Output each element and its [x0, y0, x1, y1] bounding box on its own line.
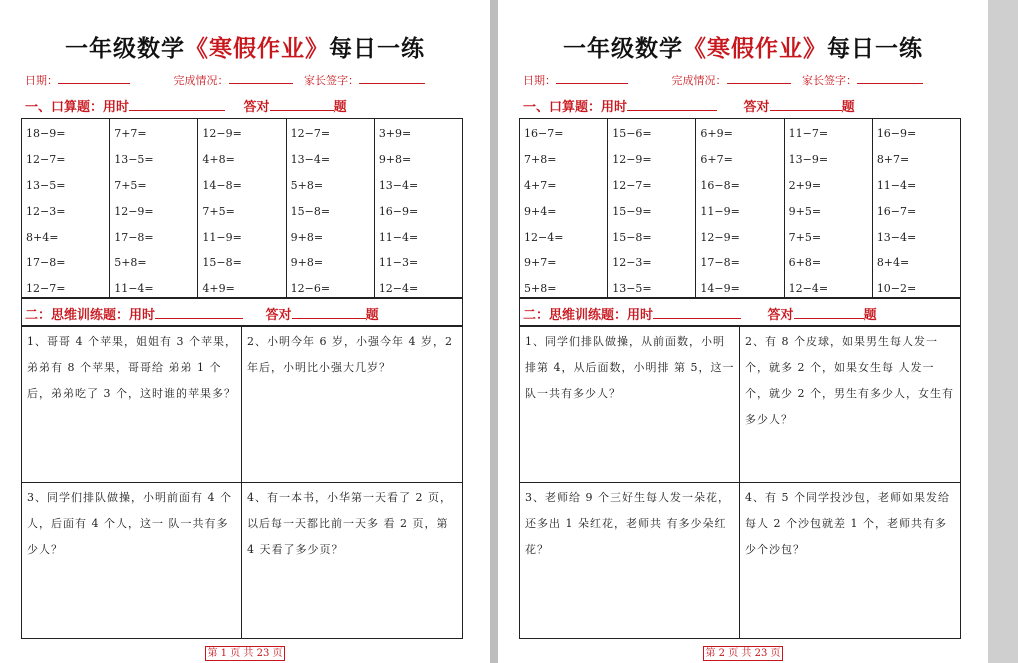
- calc-item: 12−7=: [290, 127, 331, 140]
- calc-item: 8+4=: [26, 230, 59, 244]
- calc-item: 13−5=: [26, 178, 66, 192]
- calc-column: [607, 119, 695, 297]
- calc-item: 5+8=: [290, 178, 324, 192]
- calc-item: 16−7=: [524, 127, 564, 140]
- calc-column: [520, 119, 607, 297]
- calc-item: 5+8=: [524, 282, 557, 296]
- correct-blank: [270, 98, 334, 111]
- problem-cell: 3、同学们排队做操，小明前面有 4 个人，后面有 4 个人，这一 队一共有多少人？: [22, 483, 242, 639]
- section2-heading: [25, 304, 379, 323]
- sign-label: 家长签字：: [802, 74, 857, 87]
- calc-item: 12−7=: [26, 282, 66, 296]
- calc-item: 15−8=: [202, 256, 242, 270]
- problem-cell: 2、有 8 个皮球，如果男生每人发一个，就多 2 个，如果女生每 人发一个，就少 2 个，男生有多少人，女生有多少人？: [740, 327, 960, 483]
- calc-item: 11−9=: [202, 230, 242, 244]
- title-highlight: 《寒假作业》: [683, 35, 827, 62]
- calc-item: 12−9=: [202, 127, 242, 140]
- calc-item: 17−8=: [700, 256, 740, 270]
- meta-row: [25, 72, 465, 88]
- calc-column: [872, 119, 960, 297]
- calc-item: 13−9=: [788, 152, 829, 166]
- calc-item: 11−7=: [788, 127, 829, 140]
- date-label: 日期：: [25, 74, 58, 87]
- problem-grid: [519, 326, 961, 639]
- calc-item: 15−8=: [290, 204, 331, 218]
- calc-item: 3+9=: [378, 127, 412, 140]
- sign-blank: [857, 73, 923, 84]
- calc-item: 16−9=: [378, 204, 419, 218]
- date-blank: [58, 73, 130, 84]
- calc-item: 7+5=: [114, 178, 147, 192]
- calc-item: 8+7=: [876, 152, 910, 166]
- problem-cell: 3、老师给 9 个三好生每人发一朵花，还多出 1 朵红花，老师共 有多少朵红花？: [520, 483, 740, 639]
- calc-column: [286, 119, 374, 297]
- calc-item: 12−6=: [290, 282, 331, 296]
- correct-blank: [770, 98, 842, 111]
- meta-row: [523, 72, 963, 88]
- time-blank: [653, 306, 741, 319]
- calc-column: [197, 119, 285, 297]
- calc-item: 11−9=: [700, 204, 740, 218]
- calc-item: 12−3=: [612, 256, 652, 270]
- status-blank: [229, 73, 293, 84]
- calc-item: 8+4=: [876, 256, 910, 270]
- calc-item: 15−8=: [612, 230, 652, 244]
- time-blank: [627, 98, 717, 111]
- calc-item: 12−7=: [26, 152, 66, 166]
- section2-heading: [523, 304, 877, 323]
- calc-column: [109, 119, 197, 297]
- section2-correct-label: 答对: [265, 308, 292, 323]
- calc-item: 11−4=: [114, 282, 154, 296]
- problem-grid: [21, 326, 463, 639]
- problem-cell: 1、哥哥 4 个苹果，姐姐有 3 个苹果，弟弟有 8 个苹果，哥哥给 弟弟 1 个后，弟弟吃了 3 个，这时谁的苹果多？: [22, 327, 242, 483]
- status-label: 完成情况：: [671, 74, 727, 87]
- calc-item: 13−4=: [378, 178, 419, 192]
- correct-blank: [292, 306, 366, 319]
- document-page-2: [498, 0, 988, 663]
- calc-item: 7+7=: [114, 127, 147, 140]
- title-suffix: 每日一练: [827, 35, 923, 62]
- title-prefix: 一年级数学: [65, 35, 185, 62]
- calc-item: 13−5=: [612, 282, 652, 296]
- calc-item: 17−8=: [114, 230, 154, 244]
- section2-unit: 题: [365, 308, 379, 323]
- correct-blank: [794, 306, 864, 319]
- section1-unit: 题: [333, 100, 347, 115]
- calc-item: 7+5=: [202, 204, 235, 218]
- calc-column: [695, 119, 783, 297]
- section2-correct-label: 答对: [767, 308, 794, 323]
- calc-item: 14−8=: [202, 178, 242, 192]
- title-suffix: 每日一练: [329, 35, 425, 62]
- calc-item: 12−9=: [700, 230, 740, 244]
- calc-table: [21, 118, 463, 298]
- calc-item: 4+8=: [202, 152, 235, 166]
- calc-item: 16−8=: [700, 178, 740, 192]
- section1-label: 一、口算题：用时: [523, 100, 628, 115]
- calc-item: 12−9=: [114, 204, 154, 218]
- calc-item: 17−8=: [26, 256, 66, 270]
- calc-item: 12−4=: [524, 230, 564, 244]
- page-title: [0, 30, 490, 63]
- calc-item: 5+8=: [114, 256, 147, 270]
- calc-item: 4+9=: [202, 282, 235, 296]
- calc-column: [22, 119, 109, 297]
- status-label: 完成情况：: [173, 74, 229, 87]
- sign-blank: [359, 73, 425, 84]
- problem-cell: 4、有一本书，小华第一天看了 2 页，以后每一天都比前一天多 看 2 页，第 4 天看了多少页？: [247, 490, 452, 556]
- calc-item: 10−2=: [876, 282, 917, 296]
- section1-heading: [25, 96, 347, 115]
- calc-column: [374, 119, 462, 297]
- calc-item: 6+8=: [788, 256, 822, 270]
- calc-item: 13−4=: [290, 152, 331, 166]
- page-title: [498, 30, 988, 63]
- calc-item: 13−4=: [876, 230, 917, 244]
- calc-item: 9+8=: [290, 230, 324, 244]
- calc-table: [519, 118, 961, 298]
- calc-item: 11−3=: [378, 256, 419, 270]
- page-number: 第 1 页 共 23 页: [205, 646, 286, 661]
- problem-cell: 1、同学们排队做操，从前面数，小明排第 4，从后面数，小明排 第 5，这一队一共有多少人？: [520, 327, 740, 483]
- calc-item: 9+7=: [524, 256, 557, 270]
- calc-item: 13−5=: [114, 152, 154, 166]
- section1-heading: [523, 96, 855, 115]
- date-blank: [556, 73, 628, 84]
- section2-label: 二：思维训练题：用时: [25, 308, 156, 323]
- section2-unit: 题: [863, 308, 877, 323]
- title-highlight: 《寒假作业》: [185, 35, 329, 62]
- calc-item: 11−4=: [876, 178, 917, 192]
- calc-item: 16−7=: [876, 204, 917, 218]
- calc-item: 7+5=: [788, 230, 822, 244]
- page-footer: [498, 641, 988, 661]
- calc-item: 6+7=: [700, 152, 733, 166]
- title-prefix: 一年级数学: [563, 35, 683, 62]
- date-label: 日期：: [523, 74, 556, 87]
- page-number: 第 2 页 共 23 页: [703, 646, 784, 661]
- calc-item: 9+8=: [290, 256, 324, 270]
- calc-item: 12−3=: [26, 204, 66, 218]
- calc-item: 6+9=: [700, 127, 733, 140]
- page-footer: [0, 641, 490, 661]
- calc-item: 4+7=: [524, 178, 557, 192]
- problem-cell: 2、小明今年 6 岁，小强今年 4 岁，2 年后，小明比小强大几岁？: [242, 327, 462, 483]
- section1-unit: 题: [841, 100, 855, 115]
- page-gap: [490, 0, 498, 663]
- calc-item: 15−6=: [612, 127, 652, 140]
- calc-item: 12−4=: [788, 282, 829, 296]
- time-blank: [155, 306, 243, 319]
- calc-item: 2+9=: [788, 178, 822, 192]
- status-blank: [727, 73, 791, 84]
- calc-column: [784, 119, 872, 297]
- calc-item: 12−7=: [612, 178, 652, 192]
- calc-item: 9+4=: [524, 204, 557, 218]
- calc-item: 9+8=: [378, 152, 412, 166]
- section1-correct-label: 答对: [743, 100, 770, 115]
- document-page-1: [0, 0, 490, 663]
- section1-correct-label: 答对: [243, 100, 270, 115]
- sign-label: 家长签字：: [304, 74, 359, 87]
- calc-item: 14−9=: [700, 282, 740, 296]
- calc-item: 16−9=: [876, 127, 917, 140]
- calc-item: 11−4=: [378, 230, 419, 244]
- time-blank: [129, 98, 225, 111]
- calc-item: 12−9=: [612, 152, 652, 166]
- section1-label: 一、口算题：用时: [25, 100, 130, 115]
- calc-item: 12−4=: [378, 282, 419, 296]
- calc-item: 9+5=: [788, 204, 822, 218]
- problem-cell: 4、有 5 个同学投沙包，老师如果发给每人 2 个沙包就差 1 个，老师共有多少个沙包？: [745, 490, 950, 556]
- right-scroll-area[interactable]: [988, 0, 1018, 663]
- section2-label: 二：思维训练题：用时: [523, 308, 654, 323]
- calc-item: 15−9=: [612, 204, 652, 218]
- calc-item: 7+8=: [524, 152, 557, 166]
- calc-item: 18−9=: [26, 127, 66, 140]
